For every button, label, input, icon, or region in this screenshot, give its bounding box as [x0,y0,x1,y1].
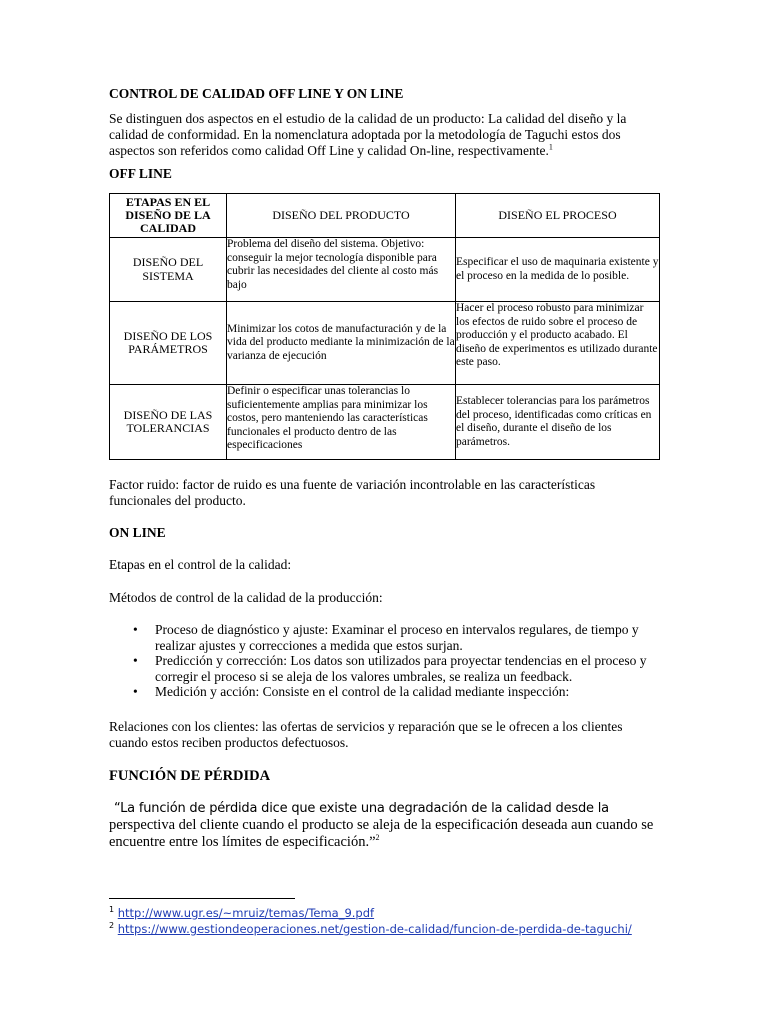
bullet-icon: • [133,622,138,637]
list-item [133,653,663,684]
bullet-icon: • [133,653,138,668]
list-item [133,684,663,700]
intro-paragraph [109,111,654,159]
footnote-separator [109,898,295,899]
document-title: CONTROL DE CALIDAD OFF LINE Y ON LINE [109,86,404,101]
intro-footnote-ref[interactable]: 1 [548,142,553,152]
footnote-2-number: 2 [109,921,115,931]
metodos-text: Métodos de control de la calidad de la producción: [109,590,383,605]
bullet-icon: • [133,684,138,699]
quote-close: ” [369,834,376,850]
header-producto: DISEÑO DEL PRODUCTO [227,194,456,238]
etapas-text: Etapas en el control de la calidad: [109,557,292,572]
quote-line-2: perspectiva del cliente cuando el producto se aleja de la especificación deseada aun cuando se encuentre entre los límites de especificación. [109,817,654,850]
list-item-text: Predicción y corrección: Los datos son utilizados para proyectar tendencias en el proceso y corregir el proceso si se aleja de los valores umbrales, se realiza un feedback. [155,653,647,684]
product-cell: Minimizar los cotos de manufacturación y de la vida del producto mediante la minimización de la varianza de ejecución [227,302,456,385]
process-cell: Hacer el proceso robusto para minimizar los efectos de ruido sobre el proceso de producción y el producto acabado. El diseño de experimentos es utilizado durante este paso. [456,302,660,385]
relaciones-paragraph: Relaciones con los clientes: las ofertas de servicios y reparación que se le ofrecen a los clientes cuando estos reciben productos defectuosos. [109,719,623,750]
quote-line-1: “La función de pérdida dice que existe una degradación de la calidad desde la [114,801,609,816]
footnote-2-link[interactable]: https://www.gestiondeoperaciones.net/gestion-de-calidad/funcion-de-perdida-de-taguchi/ [117,922,632,936]
quote-paragraph [109,800,669,851]
header-etapas: ETAPAS EN EL DISEÑO DE LA CALIDAD [110,194,227,238]
table-header-row [110,194,660,238]
table-row [110,302,660,385]
perdida-heading: FUNCIÓN DE PÉRDIDA [109,768,271,784]
online-heading: ON LINE [109,525,166,540]
stage-cell: DISEÑO DE LOS PARÁMETROS [110,302,227,385]
intro-text: Se distinguen dos aspectos en el estudio de la calidad de un producto: La calidad del diseño y la calidad de conformidad. En la nomenclatura adoptada por la metodología de Taguchi estos dos aspectos son referidos como calidad Off Line y calidad On-line, respectivamente. [109,111,627,158]
header-proceso: DISEÑO EL PROCESO [456,194,660,238]
stage-cell: DISEÑO DE LAS TOLERANCIAS [110,385,227,460]
process-cell: Establecer tolerancias para los parámetros del proceso, identificadas como críticas en el diseño, durante el diseño de los parámetros. [456,385,660,460]
table-row [110,385,660,460]
footnote-1-link[interactable]: http://www.ugr.es/~mruiz/temas/Tema_9.pdf [117,906,375,920]
factor-ruido-paragraph: Factor ruido: factor de ruido es una fuente de variación incontrolable en las características funcionales del producto. [109,477,596,508]
list-item-text: Proceso de diagnóstico y ajuste: Examinar el proceso en intervalos regulares, de tiempo y realizar ajustes y correcciones a medida que estos surjan. [155,622,639,653]
process-cell: Especificar el uso de maquinaria existente y el proceso en la medida de lo posible. [456,238,660,302]
product-cell: Problema del diseño del sistema. Objetivo: conseguir la mejor tecnología disponible para cubrir las necesidades del cliente al costo más bajo [227,238,456,302]
offline-table [109,193,660,460]
offline-heading: OFF LINE [109,166,172,181]
stage-cell: DISEÑO DEL SISTEMA [110,238,227,302]
footnote-1 [109,906,374,920]
footnote-2 [109,922,632,936]
footnote-1-number: 1 [109,905,115,915]
table-row [110,238,660,302]
list-item-text: Medición y acción: Consiste en el control de la calidad mediante inspección: [155,684,570,699]
methods-list [133,622,663,700]
quote-footnote-ref[interactable]: 2 [375,833,380,843]
list-item [133,622,663,653]
product-cell: Definir o especificar unas tolerancias lo suficientemente amplias para minimizar los costos, pero manteniendo las características funcionales el producto dentro de las especificaciones [227,385,456,460]
